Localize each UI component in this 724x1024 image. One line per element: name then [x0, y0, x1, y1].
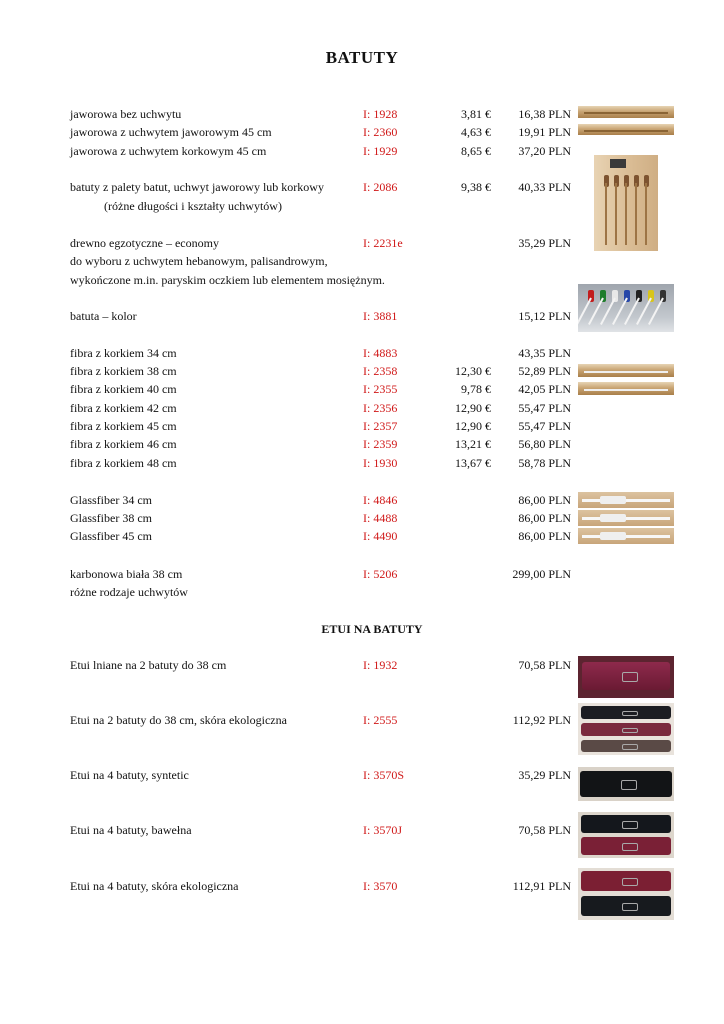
price-eur: 8,65 €	[461, 144, 491, 158]
product-name: Glassfiber 38 cm	[70, 511, 152, 525]
price-eur: 9,78 €	[461, 382, 491, 396]
price-pln: 16,38 PLN	[518, 107, 571, 121]
price-pln: 15,12 PLN	[518, 309, 571, 323]
price-pln: 43,35 PLN	[518, 346, 571, 360]
product-code: I: 1928	[363, 107, 398, 121]
product-name: Etui na 2 batuty do 38 cm, skóra ekologiczna	[70, 713, 287, 727]
product-code: I: 1932	[363, 658, 398, 672]
product-code: I: 2360	[363, 125, 398, 139]
price-eur: 12,90 €	[455, 401, 491, 415]
price-pln: 58,78 PLN	[518, 456, 571, 470]
price-eur: 4,63 €	[461, 125, 491, 139]
glassfiber-baton-photo	[578, 492, 674, 508]
leather-case-photo	[578, 703, 674, 755]
product-code: I: 4846	[363, 493, 398, 507]
eco-leather-case-photo	[578, 868, 674, 920]
price-pln: 112,91 PLN	[512, 879, 571, 893]
product-name: jaworowa z uchwytem korkowym 45 cm	[70, 144, 267, 158]
page-title: BATUTY	[325, 48, 399, 67]
price-pln: 55,47 PLN	[518, 401, 571, 415]
product-name: karbonowa biała 38 cm	[70, 567, 183, 581]
price-eur: 12,30 €	[455, 364, 491, 378]
product-code: I: 2355	[363, 382, 398, 396]
product-name: jaworowa bez uchwytu	[70, 107, 182, 121]
product-name: fibra z korkiem 48 cm	[70, 456, 177, 470]
product-code: I: 2231e	[363, 236, 403, 250]
product-code: I: 4883	[363, 346, 398, 360]
product-name: fibra z korkiem 34 cm	[70, 346, 177, 360]
price-pln: 35,29 PLN	[518, 236, 571, 250]
product-code: I: 3570J	[363, 823, 402, 837]
price-pln: 52,89 PLN	[518, 364, 571, 378]
product-name: fibra z korkiem 46 cm	[70, 437, 177, 451]
product-code: I: 1929	[363, 144, 398, 158]
product-name: Etui lniane na 2 batuty do 38 cm	[70, 658, 227, 672]
product-name: Etui na 4 batuty, syntetic	[70, 768, 189, 782]
baton-photo	[578, 124, 674, 135]
price-pln: 299,00 PLN	[512, 567, 571, 581]
color-baton-photo	[578, 284, 674, 332]
glassfiber-baton-photo	[578, 528, 674, 544]
product-code: I: 2358	[363, 364, 398, 378]
price-pln: 112,92 PLN	[512, 713, 571, 727]
product-code: I: 5206	[363, 567, 398, 581]
baton-palette-photo	[594, 155, 658, 251]
price-pln: 40,33 PLN	[518, 180, 571, 194]
product-note: wykończone m.in. paryskim oczkiem lub elementem mosiężnym.	[70, 273, 385, 287]
price-pln: 37,20 PLN	[518, 144, 571, 158]
product-code: I: 2357	[363, 419, 398, 433]
price-pln: 35,29 PLN	[518, 768, 571, 782]
price-pln: 70,58 PLN	[518, 658, 571, 672]
product-name: batuty z palety batut, uchwyt jaworowy lub korkowy	[70, 180, 324, 194]
section-title: ETUI NA BATUTY	[321, 622, 423, 636]
product-code: I: 2086	[363, 180, 398, 194]
price-eur: 13,21 €	[455, 437, 491, 451]
product-name: fibra z korkiem 42 cm	[70, 401, 177, 415]
product-name: fibra z korkiem 38 cm	[70, 364, 177, 378]
product-name: Etui na 4 batuty, skóra ekologiczna	[70, 879, 239, 893]
product-code: I: 2555	[363, 713, 398, 727]
price-pln: 55,47 PLN	[518, 419, 571, 433]
synthetic-case-photo	[578, 767, 674, 801]
product-code: I: 3570S	[363, 768, 405, 782]
price-eur: 9,38 €	[461, 180, 491, 194]
product-name: fibra z korkiem 45 cm	[70, 419, 177, 433]
price-pln: 56,80 PLN	[518, 437, 571, 451]
price-pln: 42,05 PLN	[518, 382, 571, 396]
price-pln: 86,00 PLN	[518, 511, 571, 525]
cotton-case-photo	[578, 812, 674, 858]
price-eur: 13,67 €	[455, 456, 491, 470]
product-code: I: 2356	[363, 401, 398, 415]
product-code: I: 1930	[363, 456, 398, 470]
product-name: Etui na 4 batuty, bawełna	[70, 823, 192, 837]
product-name: Glassfiber 45 cm	[70, 529, 152, 543]
product-name: Glassfiber 34 cm	[70, 493, 152, 507]
linen-case-photo	[578, 656, 674, 698]
product-code: I: 2359	[363, 437, 398, 451]
price-pln: 19,91 PLN	[518, 125, 571, 139]
baton-photo	[578, 106, 674, 118]
product-note: (różne długości i kształty uchwytów)	[104, 199, 282, 213]
price-eur: 12,90 €	[455, 419, 491, 433]
product-name: drewno egzotyczne – economy	[70, 236, 219, 250]
price-pln: 86,00 PLN	[518, 493, 571, 507]
fiber-baton-photo	[578, 382, 674, 395]
product-code: I: 3881	[363, 309, 398, 323]
product-code: I: 3570	[363, 879, 398, 893]
price-pln: 70,58 PLN	[518, 823, 571, 837]
product-name: batuta – kolor	[70, 309, 137, 323]
glassfiber-baton-photo	[578, 510, 674, 526]
product-note: do wyboru z uchwytem hebanowym, palisandrowym,	[70, 254, 328, 268]
price-eur: 3,81 €	[461, 107, 491, 121]
fiber-baton-photo	[578, 364, 674, 377]
product-code: I: 4488	[363, 511, 398, 525]
product-name: fibra z korkiem 40 cm	[70, 382, 177, 396]
product-code: I: 4490	[363, 529, 398, 543]
product-name: jaworowa z uchwytem jaworowym 45 cm	[70, 125, 272, 139]
price-pln: 86,00 PLN	[518, 529, 571, 543]
product-note: różne rodzaje uchwytów	[70, 585, 188, 599]
